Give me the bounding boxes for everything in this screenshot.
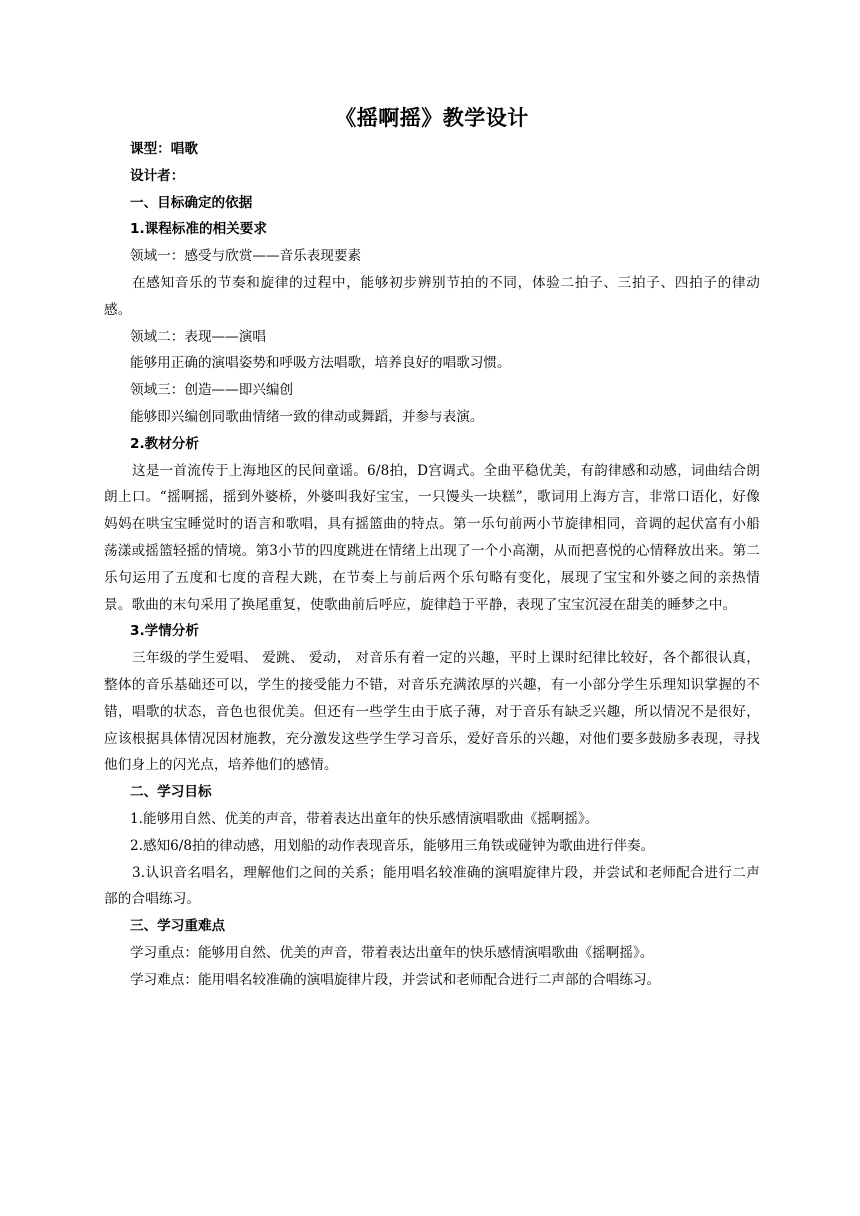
domain-three-text: 能够即兴编创同歌曲情绪一致的律动或舞蹈，并参与表演。 (130, 408, 484, 425)
learning-goal-3: 3.认识音名唱名，理解他们之间的关系；能用唱名较准确的演唱旋律片段，并尝试和老师配合进行二声部的合唱练习。 (104, 864, 760, 908)
learning-goal-1: 1.能够用自然、优美的声音，带着表达出童年的快乐感情演唱歌曲《摇啊摇》。 (130, 810, 599, 827)
domain-one-label: 领域一：感受与欣赏——音乐表现要素 (130, 248, 362, 265)
subheading-textbook-analysis: 2.教材分析 (130, 435, 199, 452)
domain-one-text: 在感知音乐的节奏和旋律的过程中，能够初步辨别节拍的不同，体验二拍子、三拍子、四拍子的律动感。 (104, 274, 760, 318)
lesson-type: 课型：唱歌 (130, 141, 198, 157)
document-title: 《摇啊摇》教学设计 (335, 106, 529, 130)
subheading-student-analysis: 3.学情分析 (130, 623, 199, 640)
domain-two-text: 能够用正确的演唱姿势和呼吸方法唱歌，培养良好的唱歌习惯。 (130, 355, 511, 372)
domain-two-label: 领域二：表现——演唱 (130, 328, 266, 345)
section-heading-basis: 一、目标确定的依据 (130, 194, 253, 211)
domain-three-label: 领域三：创造——即兴编创 (130, 382, 294, 399)
section-heading-learning-goals: 二、学习目标 (130, 784, 212, 801)
learning-goal-2: 2.感知6/8拍的律动感，用划船的动作表现音乐，能够用三角铁或碰钟为歌曲进行伴奏。 (130, 837, 655, 854)
document-content (104, 100, 760, 994)
key-point-text: 学习重点：能够用自然、优美的声音，带着表达出童年的快乐感情演唱歌曲《摇啊摇》。 (130, 944, 654, 961)
subheading-curriculum-standard: 1.课程标准的相关要求 (130, 221, 267, 238)
textbook-analysis-text: 这是一首流传于上海地区的民间童谣。6/8拍，D宫调式。全曲平稳优美，有韵律感和动感，词曲结合朗朗上口。“摇啊摇，摇到外婆桥，外婆叫我好宝宝，一只馒头一块糕”，歌词用上海方言，非常口语化，好像妈妈在哄宝宝睡觉时的语言和歌唱，具有摇篮曲的特点。第一乐句前两小节旋律相同，音调的起伏富有小船荡漾或摇篮轻摇的情境。第3小节的四度跳进在情绪上出现了一个小高潮，从而把喜悦的心情释放出来。第二乐句运用了五度和七度的音程大跳，在节奏上与前后两个乐句略有变化，展现了宝宝和外婆之间的亲热情景。歌曲的末句采用了换尾重复，使歌曲前后呼应，旋律趋于平静，表现了宝宝沉浸在甜美的睡梦之中。 (104, 462, 760, 613)
designer: 设计者： (130, 167, 185, 184)
section-heading-key-points: 三、学习重难点 (130, 918, 226, 935)
difficult-point-text: 学习难点：能用唱名较准确的演唱旋律片段，并尝试和老师配合进行二声部的合唱练习。 (130, 971, 661, 988)
student-analysis-text: 三年级的学生爱唱、 爱跳、 爱动， 对音乐有着一定的兴趣，平时上课时纪律比较好，各个都很认真，整体的音乐基础还可以，学生的接受能力不错，对音乐充满浓厚的兴趣，有一小部分学生乐理知识掌握的不错，唱歌的状态，音色也很优美。但还有一些学生由于底子薄，对于音乐有缺乏兴趣，所以情况不是很好，应该根据具体情况因材施教，充分激发这些学生学习音乐，爱好音乐的兴趣，对他们要多鼓励多表现，寻找他们身上的闪光点，培养他们的感情。 (104, 650, 760, 774)
